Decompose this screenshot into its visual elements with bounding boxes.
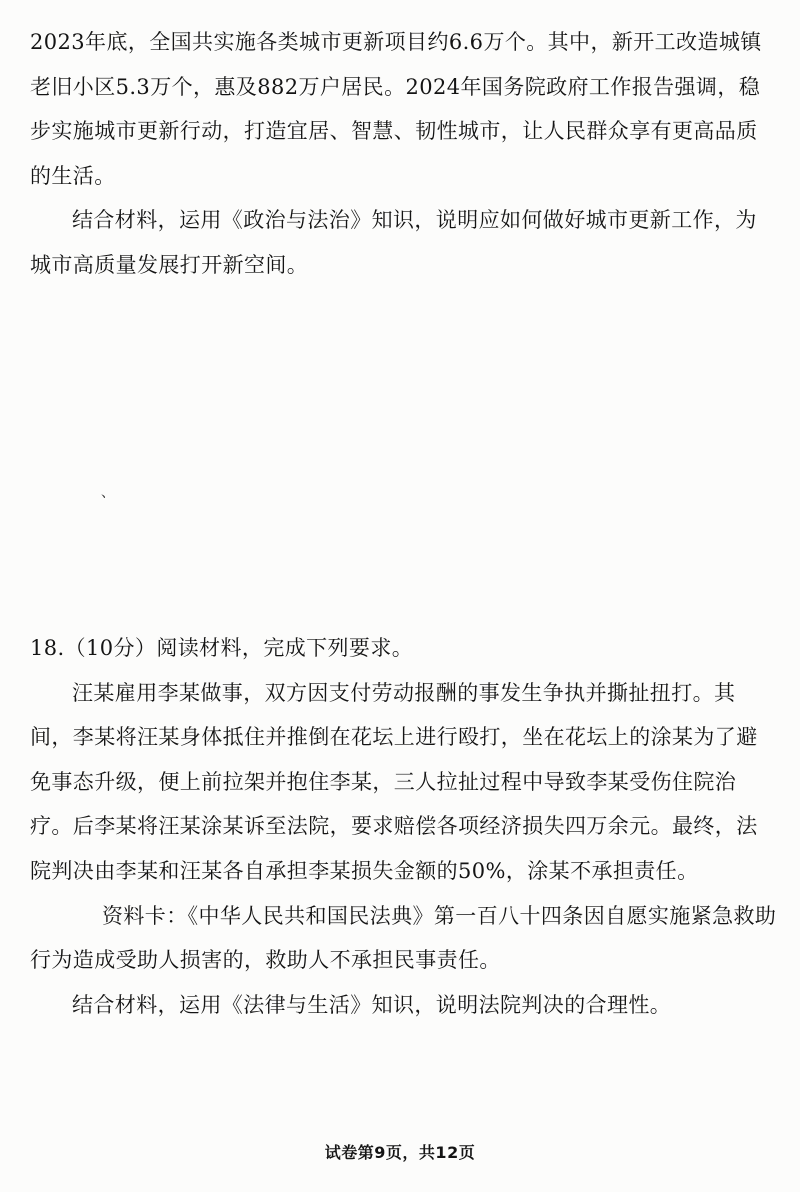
page-footer: 试卷第9页，共12页 <box>324 1143 476 1162</box>
question-18-block <box>30 626 778 1027</box>
question-17-material: 2023年底，全国共实施各类城市更新项目约6.6万个。其中，新开工改造城镇老旧小区5.3万个，惠及882万户居民。2024年国务院政府工作报告强调，稳步实施城市更新行动，打造宜居、智慧、韧性城市，让人民群众享有更高品质的生活。 <box>30 30 762 188</box>
question-18-resource-card: 资料卡：《中华人民共和国民法典》第一百八十四条因自愿实施紧急救助行为造成受助人损害的，救助人不承担民事责任。 <box>30 903 777 973</box>
question-18-heading: 18.（10分）阅读材料，完成下列要求。 <box>30 636 414 660</box>
question-18-task: 结合材料，运用《法律与生活》知识，说明法院判决的合理性。 <box>72 992 672 1017</box>
question-17-block <box>30 20 778 288</box>
stray-mark: 、 <box>101 485 115 501</box>
question-18-material: 汪某雇用李某做事，双方因支付劳动报酬的事发生争执并撕扯扭打。其间，李某将汪某身体抵住并推倒在花坛上进行殴打，坐在花坛上的涂某为了避免事态升级，便上前拉架并抱住李某，三人拉扯过程中导致李某受伤住院治疗。后李某将汪某涂某诉至法院，要求赔偿各项经济损失四万余元。最终，法院判决由李某和汪某各自承担李某损失金额的50%，涂某不承担责任。 <box>30 680 758 883</box>
question-17-task: 结合材料，运用《政治与法治》知识，说明应如何做好城市更新工作，为城市高质量发展打开新空间。 <box>30 208 757 277</box>
